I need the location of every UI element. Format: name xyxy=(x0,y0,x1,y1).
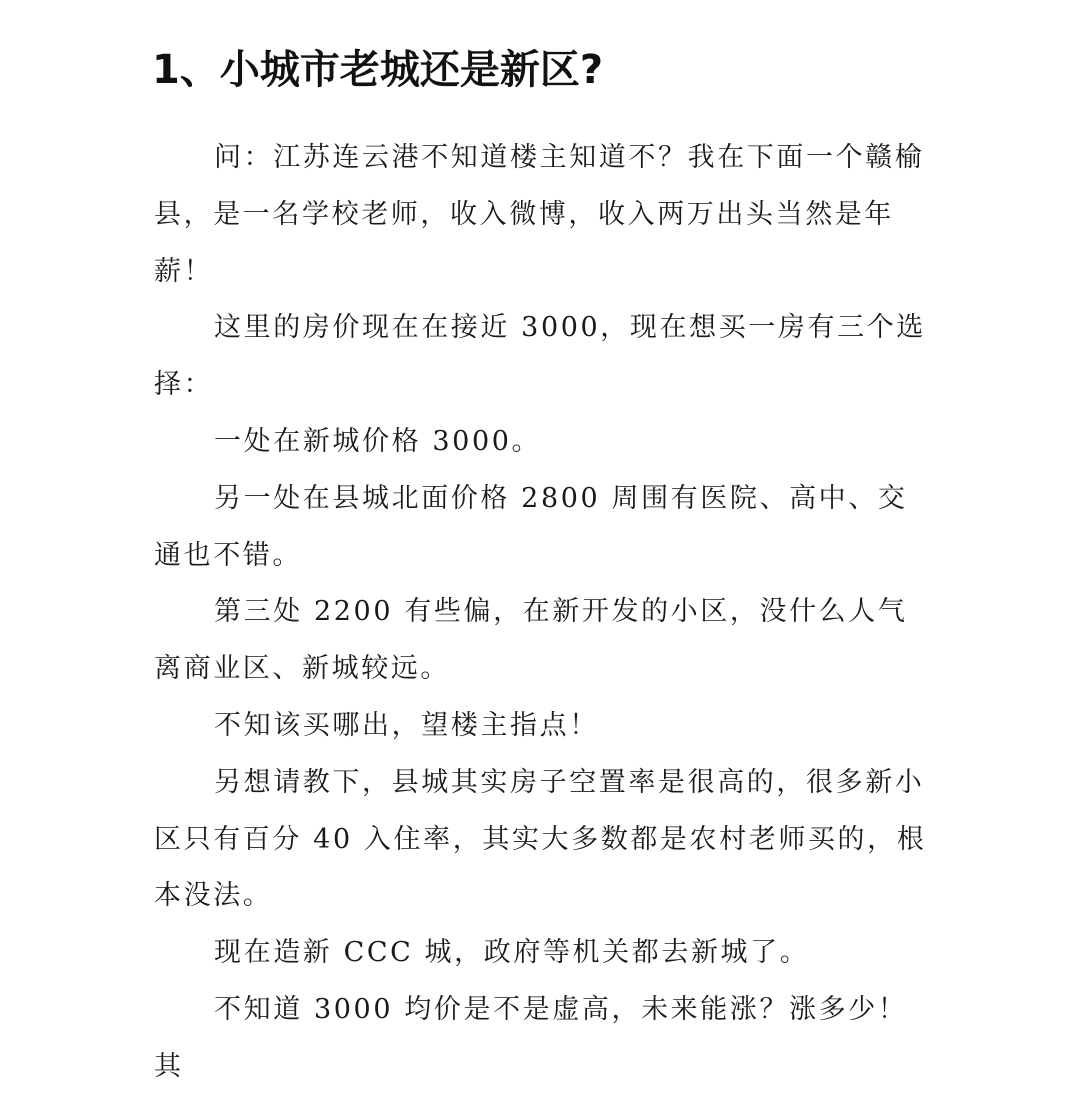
paragraph-vacancy: 另想请教下，县城其实房子空置率是很高的，很多新小区只有百分 40 入住率，其实大多数都是农村老师买的，根本没法。 xyxy=(154,766,927,912)
paragraph-option-1: 一处在新城价格 3000。 xyxy=(214,425,542,457)
section-heading: 1、小城市老城还是新区? xyxy=(152,47,604,93)
paragraph-option-2: 另一处在县城北面价格 2800 周围有医院、高中、交通也不错。 xyxy=(154,482,908,571)
paragraph-request: 不知该买哪出，望楼主指点！ xyxy=(214,709,599,741)
body-text xyxy=(154,130,936,1096)
paragraph-new-city: 现在造新 CCC 城，政府等机关都去新城了。 xyxy=(214,937,810,969)
paragraph-question-intro: 问：江苏连云港不知道楼主知道不？我在下面一个赣榆县，是一名学校老师，收入微博，收入两万出头当然是年薪！ xyxy=(154,142,925,287)
paragraph-price-question: 不知道 3000 均价是不是虚高，未来能涨？涨多少！其 xyxy=(154,993,908,1082)
paragraph-option-3: 第三处 2200 有些偏，在新开发的小区，没什么人气离商业区、新城较远。 xyxy=(154,596,908,685)
paragraph-price-choices: 这里的房价现在在接近 3000，现在想买一房有三个选择： xyxy=(154,312,926,401)
